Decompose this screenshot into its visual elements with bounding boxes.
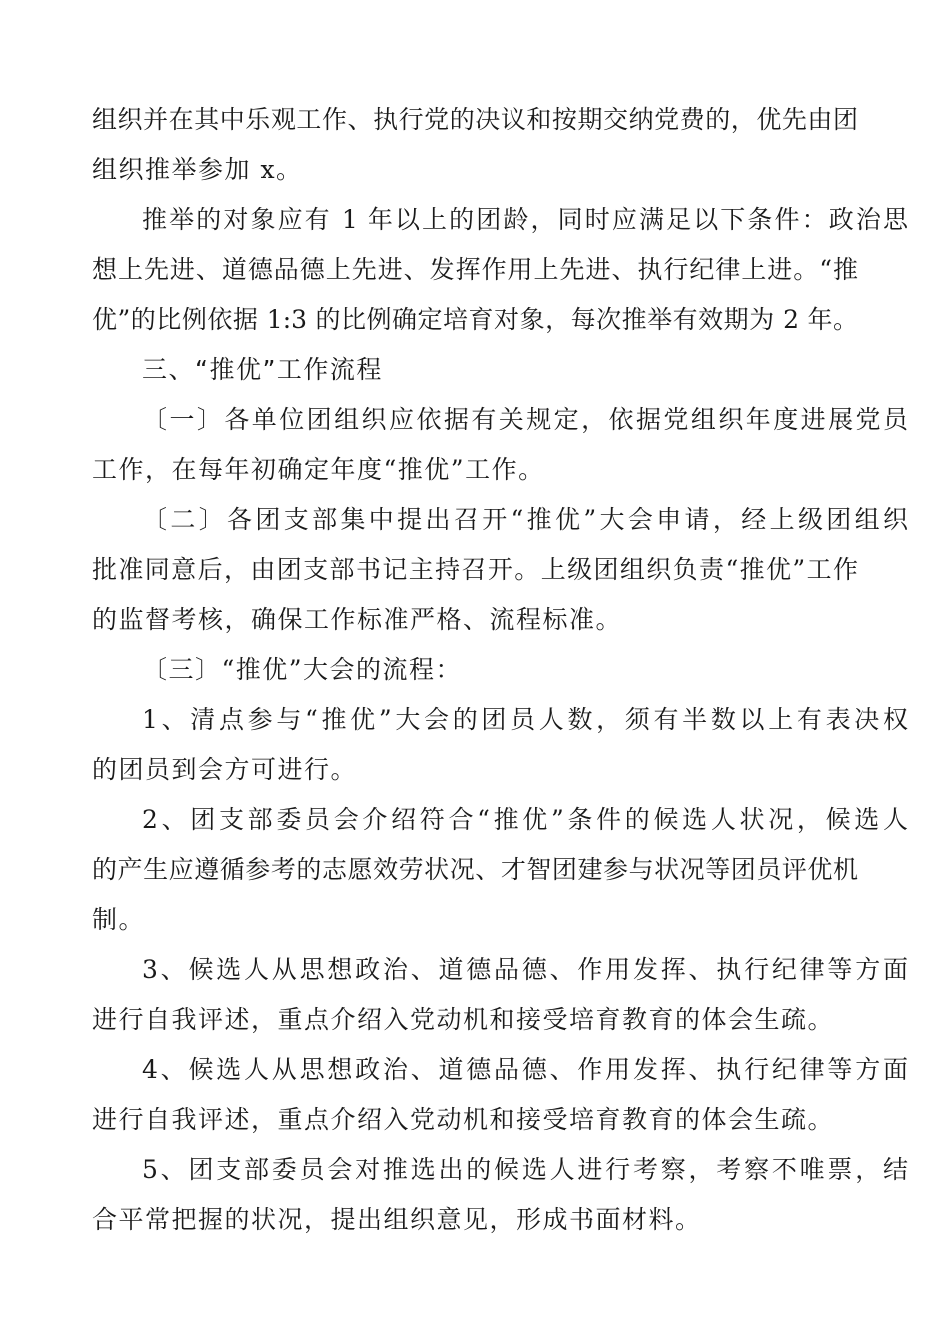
step-2-line-3: 制。 (92, 905, 146, 934)
step-4-line-2: 进行自我评述，重点介绍入党动机和接受培育教育的体会生疏。 (92, 1105, 835, 1134)
section-heading: 三、“推优”工作流程 (142, 355, 383, 384)
step-1-line-1: 1、清点参与“推优”大会的团员人数，须有半数以上有表决权 (142, 705, 908, 734)
paragraph-1-line-2: 组织推举参加 x。 (92, 155, 303, 184)
paragraph-2-line-2: 想上先进、道德品德上先进、发挥作用上先进、执行纪律上进。“推 (92, 255, 858, 284)
step-5-line-1: 5、团支部委员会对推选出的候选人进行考察，考察不唯票，结 (142, 1155, 908, 1184)
item-2-line-2: 批准同意后，由团支部书记主持召开。上级团组织负责“推优”工作 (92, 555, 858, 584)
step-4-line-1: 4、候选人从思想政治、道德品德、作用发挥、执行纪律等方面 (142, 1055, 908, 1084)
step-5-line-2: 合平常把握的状况，提出组织意见，形成书面材料。 (92, 1205, 702, 1234)
item-1-line-1: 〔一〕各单位团组织应依据有关规定，依据党组织年度进展党员 (142, 405, 908, 434)
item-1-line-2: 工作，在每年初确定年度“推优”工作。 (92, 455, 545, 484)
step-1-line-2: 的团员到会方可进行。 (92, 755, 358, 784)
item-2-line-1: 〔二〕各团支部集中提出召开“推优”大会申请，经上级团组织 (142, 505, 908, 534)
paragraph-1-line-1: 组织并在其中乐观工作、执行党的决议和按期交纳党费的，优先由团 (92, 105, 858, 134)
item-2-line-3: 的监督考核，确保工作标准严格、流程标准。 (92, 605, 623, 634)
step-3-line-1: 3、候选人从思想政治、道德品德、作用发挥、执行纪律等方面 (142, 955, 908, 984)
paragraph-2-line-3: 优”的比例依据 1:3 的比例确定培育对象，每次推举有效期为 2 年。 (92, 305, 858, 334)
paragraph-2-line-1: 推举的对象应有 1 年以上的团龄，同时应满足以下条件：政治思 (142, 205, 908, 234)
item-3-heading: 〔三〕“推优”大会的流程： (142, 655, 463, 684)
step-2-line-1: 2、团支部委员会介绍符合“推优”条件的候选人状况，候选人 (142, 805, 908, 834)
step-2-line-2: 的产生应遵循参考的志愿效劳状况、才智团建参与状况等团员评优机 (92, 855, 858, 884)
step-3-line-2: 进行自我评述，重点介绍入党动机和接受培育教育的体会生疏。 (92, 1005, 835, 1034)
